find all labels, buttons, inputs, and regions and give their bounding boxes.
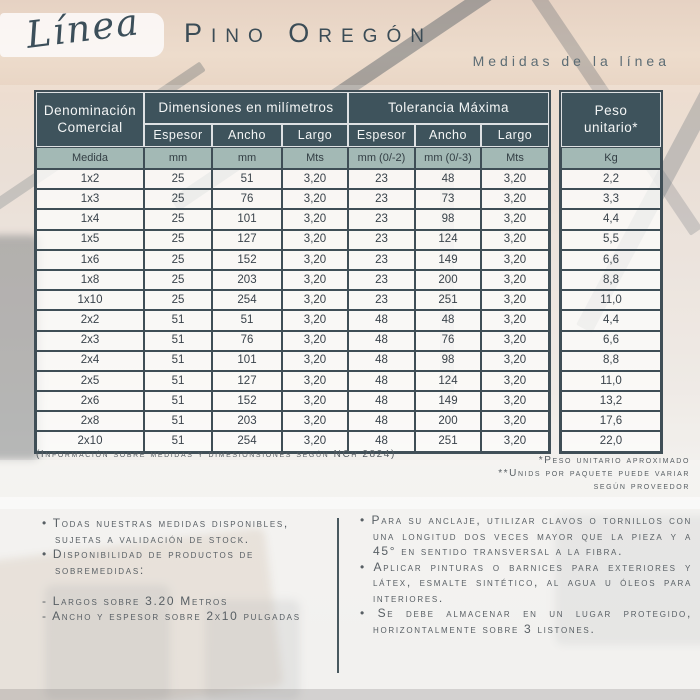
- row-peso: 8,8: [561, 351, 661, 371]
- row-value: 3,20: [481, 331, 549, 351]
- peso-line1: Peso: [594, 102, 628, 118]
- notes-right-block: [360, 513, 692, 637]
- row-peso: 5,5: [561, 230, 661, 250]
- subheader-ancho-tol: Ancho: [415, 124, 481, 147]
- row-value: 23: [348, 209, 415, 229]
- row-value: 23: [348, 169, 415, 189]
- spacer: [42, 578, 330, 594]
- row-value: 48: [348, 351, 415, 371]
- row-value: 254: [212, 431, 282, 451]
- row-value: 127: [212, 371, 282, 391]
- row-medida: 2x5: [36, 371, 144, 391]
- row-peso: 4,4: [561, 310, 661, 330]
- row-medida: 1x2: [36, 169, 144, 189]
- row-medida: 1x5: [36, 230, 144, 250]
- row-medida: 2x4: [36, 351, 144, 371]
- row-medida: 2x8: [36, 411, 144, 431]
- row-value: 101: [212, 209, 282, 229]
- row-value: 3,20: [481, 371, 549, 391]
- linea-badge: [0, 0, 164, 57]
- row-value: 76: [212, 189, 282, 209]
- row-medida: 1x4: [36, 209, 144, 229]
- row-value: 3,20: [282, 391, 348, 411]
- row-medida: 2x6: [36, 391, 144, 411]
- row-value: 3,20: [481, 250, 549, 270]
- row-peso: 2,2: [561, 169, 661, 189]
- footnote-peso: [498, 454, 690, 493]
- subheader-espesor-tol: Espesor: [348, 124, 415, 147]
- measurement-table: [34, 90, 663, 454]
- footnote-line: según proveedor: [593, 481, 690, 492]
- note-dash: - Largos sobre 3.20 Metros: [42, 593, 229, 608]
- row-value: 3,20: [282, 290, 348, 310]
- footnote-line: *Peso unitario aproximado: [538, 455, 690, 466]
- subheader-espesor: Espesor: [144, 124, 212, 147]
- row-value: 3,20: [282, 331, 348, 351]
- row-value: 25: [144, 290, 212, 310]
- row-value: 48: [348, 391, 415, 411]
- row-value: 200: [415, 270, 481, 290]
- row-value: 23: [348, 250, 415, 270]
- row-value: 23: [348, 270, 415, 290]
- row-peso: 11,0: [561, 290, 661, 310]
- peso-line2: unitario*: [583, 119, 639, 135]
- row-value: 51: [144, 391, 212, 411]
- row-value: 3,20: [282, 270, 348, 290]
- units-mts: Mts: [481, 147, 549, 169]
- note-dash: - Ancho y espesor sobre 2x10 pulgadas: [42, 609, 301, 623]
- row-peso: 4,4: [561, 209, 661, 229]
- row-value: 3,20: [481, 189, 549, 209]
- row-value: 101: [212, 351, 282, 371]
- row-medida: 1x8: [36, 270, 144, 290]
- col-header-dimensiones: Dimensiones en milímetros: [144, 92, 348, 124]
- row-value: 3,20: [282, 169, 348, 189]
- row-value: 3,20: [282, 351, 348, 371]
- units-kg: Kg: [561, 147, 661, 169]
- row-peso: 11,0: [561, 371, 661, 391]
- row-value: 3,20: [481, 431, 549, 451]
- row-value: 51: [144, 431, 212, 451]
- row-value: 3,20: [282, 431, 348, 451]
- row-value: 48: [415, 169, 481, 189]
- row-value: 127: [212, 230, 282, 250]
- row-value: 152: [212, 250, 282, 270]
- footnote-line: **Unids por paquete puede variar: [498, 468, 690, 479]
- row-value: 3,20: [481, 391, 549, 411]
- linea-script-label: Línea: [23, 0, 143, 57]
- units-mm-tol: mm (0/-2): [348, 147, 415, 169]
- row-value: 98: [415, 209, 481, 229]
- row-peso: 3,3: [561, 189, 661, 209]
- row-value: 251: [415, 290, 481, 310]
- row-medida: 1x10: [36, 290, 144, 310]
- row-value: 3,20: [282, 250, 348, 270]
- row-value: 51: [144, 371, 212, 391]
- row-peso: 6,6: [561, 250, 661, 270]
- row-medida: 2x2: [36, 310, 144, 330]
- row-value: 149: [415, 250, 481, 270]
- note-bullet: • Disponibilidad de productos de sobremedidas:: [42, 547, 255, 577]
- row-value: 25: [144, 230, 212, 250]
- row-value: 73: [415, 189, 481, 209]
- row-value: 76: [415, 331, 481, 351]
- row-value: 3,20: [481, 270, 549, 290]
- footnote-norm: (Información sobre medidas y dimesionsiones según NCh 2824): [36, 449, 396, 460]
- row-value: 51: [212, 169, 282, 189]
- row-value: 48: [348, 431, 415, 451]
- row-value: 48: [348, 371, 415, 391]
- row-peso: 13,2: [561, 391, 661, 411]
- row-value: 3,20: [282, 189, 348, 209]
- row-value: 3,20: [481, 290, 549, 310]
- row-value: 25: [144, 270, 212, 290]
- row-value: 3,20: [481, 209, 549, 229]
- row-value: 3,20: [282, 371, 348, 391]
- row-value: 124: [415, 230, 481, 250]
- row-value: 51: [144, 351, 212, 371]
- row-value: 3,20: [481, 230, 549, 250]
- row-value: 3,20: [282, 310, 348, 330]
- row-value: 3,20: [282, 230, 348, 250]
- row-value: 124: [415, 371, 481, 391]
- row-value: 149: [415, 391, 481, 411]
- row-medida: 2x10: [36, 431, 144, 451]
- row-value: 3,20: [481, 411, 549, 431]
- row-medida: 1x6: [36, 250, 144, 270]
- row-value: 3,20: [282, 411, 348, 431]
- row-medida: 1x3: [36, 189, 144, 209]
- subheader-largo-tol: Largo: [481, 124, 549, 147]
- denominacion-line1: Denominación: [43, 102, 137, 118]
- page-subtitle: Medidas de la línea: [472, 53, 670, 69]
- row-peso: 6,6: [561, 331, 661, 351]
- row-value: 3,20: [481, 351, 549, 371]
- denominacion-line2: Comercial: [57, 119, 123, 135]
- col-header-denominacion: [36, 92, 144, 147]
- col-header-peso: [561, 92, 661, 147]
- row-value: 203: [212, 411, 282, 431]
- row-value: 76: [212, 331, 282, 351]
- row-value: 48: [348, 331, 415, 351]
- row-value: 25: [144, 250, 212, 270]
- page-title: Pino Oregón: [184, 18, 433, 48]
- units-mm-tol: mm (0/-3): [415, 147, 481, 169]
- units-medida: Medida: [36, 147, 144, 169]
- row-value: 51: [212, 310, 282, 330]
- row-value: 23: [348, 230, 415, 250]
- row-value: 23: [348, 290, 415, 310]
- row-value: 51: [144, 310, 212, 330]
- peso-column: [559, 90, 663, 454]
- note-bullet: • Todas nuestras medidas disponibles, sujetas a validación de stock.: [42, 516, 289, 546]
- row-value: 3,20: [481, 310, 549, 330]
- row-peso: 22,0: [561, 431, 661, 451]
- row-value: 3,20: [282, 209, 348, 229]
- row-peso: 17,6: [561, 411, 661, 431]
- row-value: 200: [415, 411, 481, 431]
- row-peso: 8,8: [561, 270, 661, 290]
- row-value: 25: [144, 169, 212, 189]
- units-mts: Mts: [282, 147, 348, 169]
- row-value: 51: [144, 331, 212, 351]
- units-mm: mm: [144, 147, 212, 169]
- subheader-ancho: Ancho: [212, 124, 282, 147]
- notes-left-block: [42, 516, 330, 625]
- row-value: 48: [415, 310, 481, 330]
- row-value: 251: [415, 431, 481, 451]
- note-bullet: • Para su anclaje, utilizar clavos o tornillos con una longitud dos veces mayor que la pieza y a 45° en sentido transversal a la fibra.: [360, 513, 692, 558]
- row-value: 25: [144, 189, 212, 209]
- row-value: 152: [212, 391, 282, 411]
- note-bullet: • Aplicar pinturas o barnices para exteriores y látex, esmalte sintético, al agua u óleos para interiores.: [360, 559, 692, 605]
- row-value: 3,20: [481, 169, 549, 189]
- row-value: 254: [212, 290, 282, 310]
- row-value: 23: [348, 189, 415, 209]
- row-value: 48: [348, 411, 415, 431]
- units-mm: mm: [212, 147, 282, 169]
- note-bullet: • Se debe almacenar en un lugar protegido, horizontalmente sobre 3 listones.: [360, 606, 692, 636]
- subheader-largo: Largo: [282, 124, 348, 147]
- row-value: 98: [415, 351, 481, 371]
- row-value: 203: [212, 270, 282, 290]
- col-header-tolerancia: Tolerancia Máxima: [348, 92, 549, 124]
- main-table: [34, 90, 551, 454]
- row-value: 51: [144, 411, 212, 431]
- row-value: 25: [144, 209, 212, 229]
- row-medida: 2x3: [36, 331, 144, 351]
- row-value: 48: [348, 310, 415, 330]
- vertical-divider: [337, 518, 339, 673]
